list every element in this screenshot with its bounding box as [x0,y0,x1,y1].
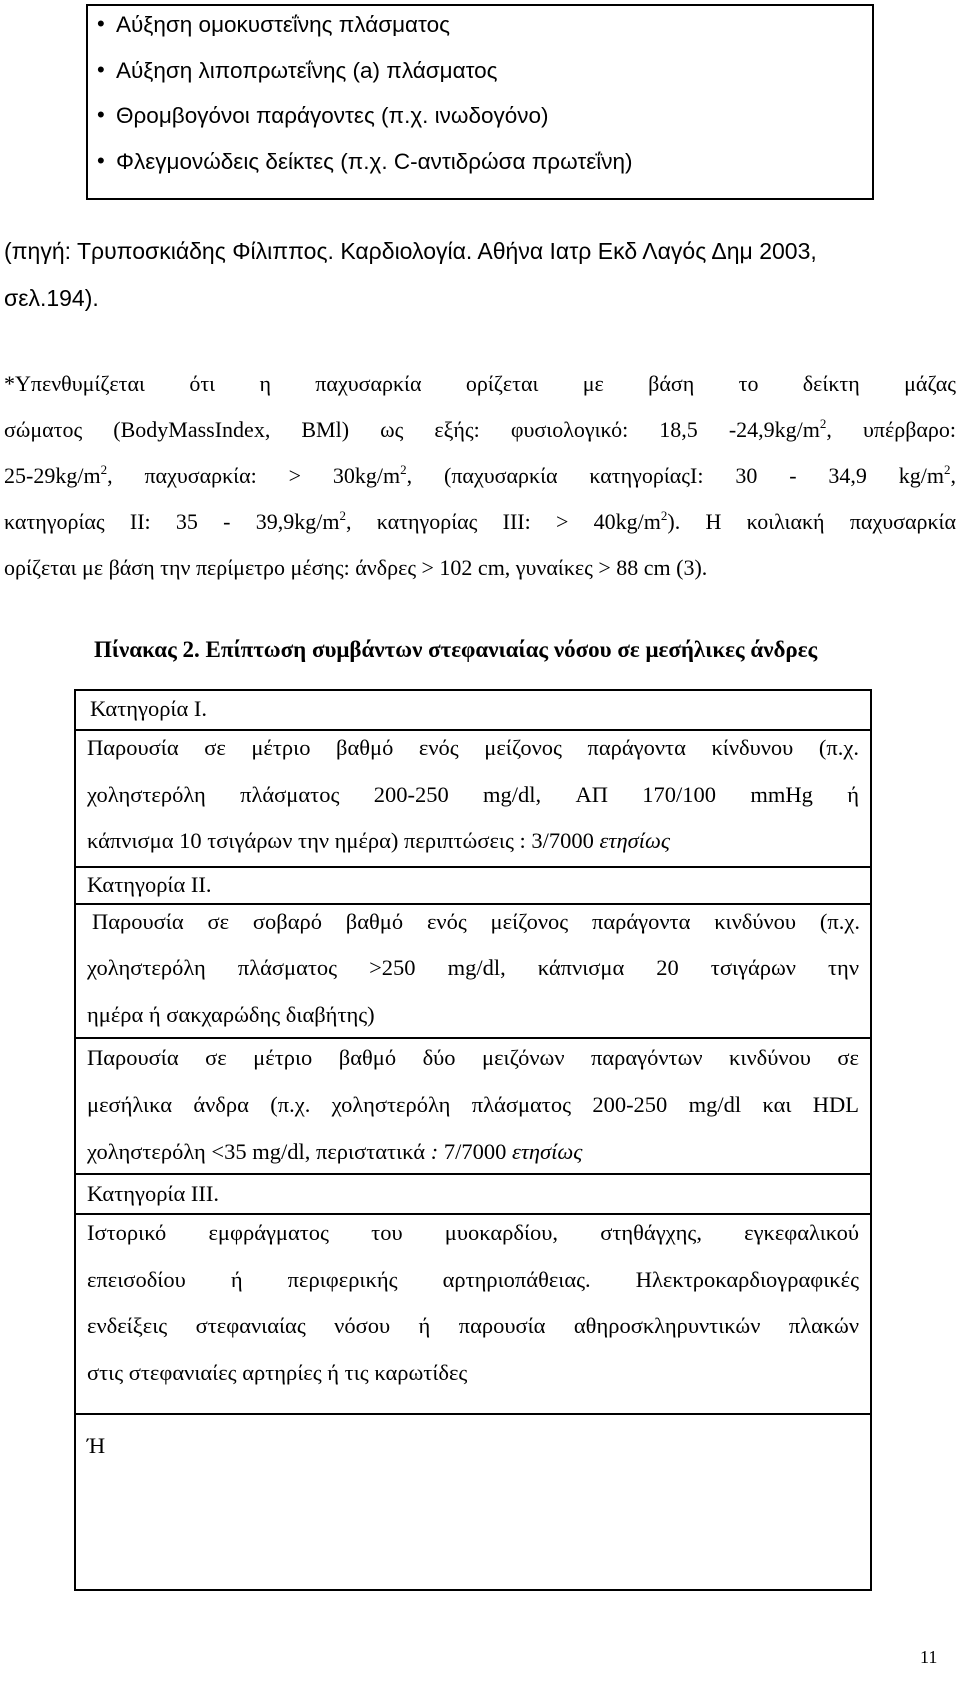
bmi-note-line: σώματος (BodyMassIndex, BMl) ως εξής: φυσιολογικό: 18,5 $-24,9kg/m^2$, υπέρβαρο: [4,416,956,442]
incidence-table [74,689,872,1591]
table-cell-line: χοληστερόλη πλάσματος >250 mg/dl, κάπνισμα 20 τσιγάρων την [87,955,859,980]
bmi-note-line: *Υπενθυμίζεται ότι η παχυσαρκία ορίζεται με βάση το δείκτη μάζας [4,371,956,396]
table-divider [76,866,870,868]
table-cell-line: Ιστορικό εμφράγματος του μυοκαρδίου, στηθάγχης, εγκεφαλικού [87,1220,859,1245]
list-item: • Αύξηση λιποπρωτεΐνης (a) πλάσματος [116,58,498,84]
table-cell-or: Ή [87,1433,106,1458]
table-cell-line: ημέρα ή σακχαρώδης διαβήτης) [87,1002,375,1027]
table-divider [76,1037,870,1039]
table-cell-line: χοληστερόλη <35 mg/dl, περιστατικά : 7/7000 ετησίως [87,1139,583,1164]
table-cell-line: επεισοδίου ή περιφερικής αρτηριοπάθειας. Ηλεκτροκαρδιογραφικές [87,1267,859,1292]
bmi-note-line: ορίζεται με βάση την περίμετρο μέσης: άνδρες > 102 cm, γυναίκες > 88 cm (3). [4,555,708,580]
list-item: • Φλεγμονώδεις δείκτες (π.χ. C-αντιδρώσα πρωτεΐνη) [116,149,633,175]
table-cell-line: Παρουσία σε μέτριο βαθμό ενός μείζονος παράγοντα κίνδυνου (π.χ. [87,735,859,760]
table-cell-line: Παρουσία σε σοβαρό βαθμό ενός μείζονος παράγοντα κινδύνου (π.χ. [92,909,860,934]
table-cell-line: στις στεφανιαίες αρτηρίες ή τις καρωτίδες [87,1360,468,1385]
table-divider [76,729,870,731]
table-title: Πίνακας 2. Επίπτωση συμβάντων στεφανιαίας νόσου σε μεσήλικες άνδρες [94,637,818,662]
table-cell-line: μεσήλικα άνδρα (π.χ. χοληστερόλη πλάσματος 200-250 mg/dl και HDL [87,1092,859,1117]
table-cell-line: χοληστερόλη πλάσματος 200-250 mg/dl, ΑΠ 170/100 mmHg ή [87,782,859,807]
bmi-note-line: κατηγορίας II: $35 - 39,9kg/m^2$, κατηγορίας III: > $40kg/m^2$). Η κοιλιακή παχυσαρκία [4,508,957,534]
category-heading: Κατηγορία Ι. [90,696,208,721]
table-divider [76,903,870,905]
table-divider [76,1213,870,1215]
table-cell-line: Παρουσία σε μέτριο βαθμό δύο μειζόνων παραγόντων κινδύνου σε [87,1045,859,1070]
source-citation: (πηγή: Τρυποσκιάδης Φίλιππος. Καρδιολογία. Αθήνα Ιατρ Εκδ Λαγός Δημ 2003, [4,238,817,264]
list-item: • Θρομβογόνοι παράγοντες (π.χ. ινωδογόνο) [116,103,549,129]
category-heading: Κατηγορία ΙΙΙ. [87,1181,220,1206]
bmi-note-line: $25-29kg/m^2$, παχυσαρκία: > $30kg/m^2$, (παχυσαρκία κατηγορίαςI: 30 - 34,9 $kg/m^2$, [4,462,956,488]
table-divider [76,1413,870,1415]
table-cell-line: ενδείξεις στεφανιαίας νόσου ή παρουσία αθηροσκληρυντικών πλακών [87,1313,859,1338]
page-number: 11 [920,1647,938,1667]
table-divider [76,1173,870,1175]
table-cell-line: κάπνισμα 10 τσιγάρων την ημέρα) περιπτώσεις : 3/7000 ετησίως [87,828,670,853]
risk-factor-box [86,4,874,200]
list-item: • Αύξηση ομοκυστεΐνης πλάσματος [116,12,450,38]
category-heading: Κατηγορία ΙΙ. [87,872,212,897]
source-citation-page: σελ.194). [4,285,99,311]
